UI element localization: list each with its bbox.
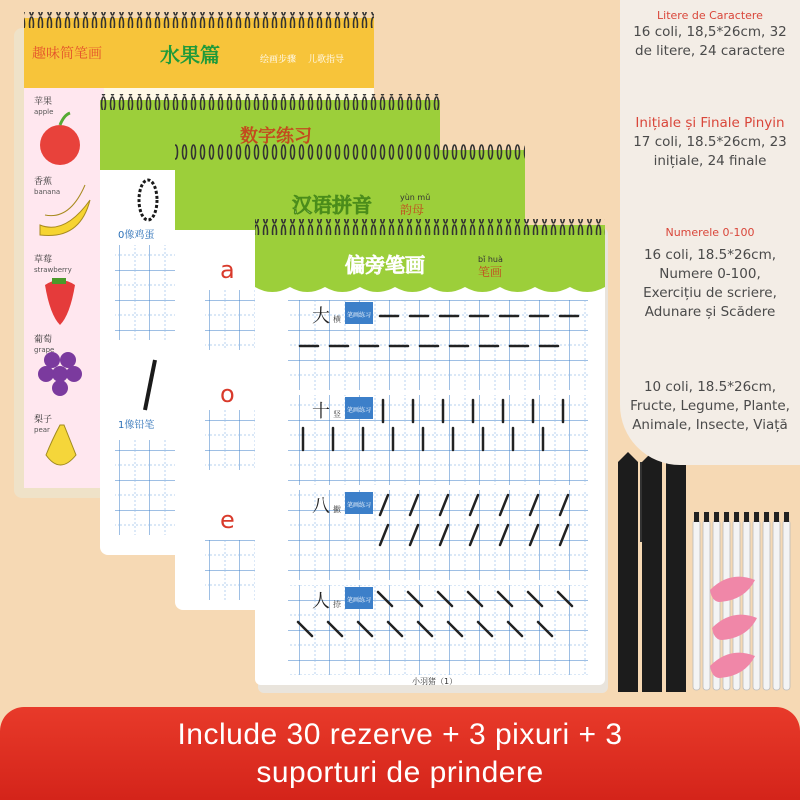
stroke-practice-label: 笔画练习 bbox=[347, 502, 372, 509]
pen bbox=[618, 452, 643, 692]
stroke-label: 捺 bbox=[333, 600, 341, 609]
pinyin-letter: a bbox=[220, 256, 235, 284]
pinyin-book-title: 汉语拼音 bbox=[292, 193, 372, 217]
fruit-item-cn: 葡萄 bbox=[34, 335, 53, 345]
fruit-book-title: 水果篇 bbox=[160, 43, 220, 67]
pen bbox=[642, 452, 662, 692]
fruit-item-cn: 梨子 bbox=[34, 415, 53, 425]
stroke-char: 十 bbox=[312, 401, 330, 422]
pinyin-letter: o bbox=[220, 380, 235, 408]
stroke-label: 竖 bbox=[333, 410, 341, 419]
info-desc: 17 coli, 18.5*26cm, 23 inițiale, 24 finale bbox=[633, 134, 787, 169]
pen bbox=[666, 452, 686, 692]
info-desc: 16 coli, 18.5*26cm, Numere 0-100, Exercițiu de scriere, Adunare și Scădere bbox=[643, 247, 777, 320]
banner-line: Include 30 rezerve + 3 pixuri + 3 bbox=[177, 717, 623, 751]
number-book-title: 数字练习 bbox=[240, 126, 312, 147]
pens bbox=[618, 452, 686, 692]
fruit-item-en: banana bbox=[34, 188, 61, 196]
info-letters bbox=[628, 8, 792, 61]
fruit-book-tag: 绘画步骤 bbox=[260, 55, 297, 65]
stroke-label: 撇 bbox=[333, 505, 341, 514]
stroke-practice-book bbox=[255, 219, 608, 693]
pinyin-book-pinyin: yùn mǔ bbox=[400, 193, 431, 202]
stroke-char: 八 bbox=[312, 496, 330, 517]
stroke-book-footer: 小羽猪（1） bbox=[412, 677, 458, 686]
info-desc: 10 coli, 18.5*26cm, Fructe, Legume, Plante, Animale, Insecte, Viață bbox=[630, 379, 790, 433]
info-title: Inițiale și Finale Pinyin bbox=[635, 115, 785, 131]
fruit-item-cn: 苹果 bbox=[34, 97, 53, 107]
fruit-item-cn: 香蕉 bbox=[34, 177, 53, 187]
info-numbers bbox=[628, 225, 792, 322]
fruit-item-en: apple bbox=[34, 108, 54, 116]
stroke-char: 大 bbox=[312, 306, 330, 327]
stroke-practice-label: 笔画练习 bbox=[347, 407, 372, 414]
fruit-item-cn: 草莓 bbox=[34, 255, 53, 265]
info-panel bbox=[620, 0, 800, 465]
pinyin-book-sub: 韵母 bbox=[400, 203, 425, 217]
stroke-book-sub: 笔画 bbox=[478, 265, 503, 279]
pinyin-letter: e bbox=[220, 506, 235, 534]
stroke-book-title: 偏旁笔画 bbox=[345, 253, 425, 277]
fruit-book-tag: 儿歌指导 bbox=[308, 55, 345, 65]
stroke-char: 人 bbox=[312, 591, 330, 612]
stroke-book-pinyin: bǐ huà bbox=[478, 255, 503, 264]
fruit-item-en: grape bbox=[34, 346, 55, 354]
stroke-label: 横 bbox=[333, 315, 341, 324]
fruit-item-en: pear bbox=[34, 426, 50, 434]
stroke-practice-label: 笔画练习 bbox=[347, 312, 372, 319]
number-hint: 1像铅笔 bbox=[118, 420, 155, 431]
info-title: Numerele 0-100 bbox=[665, 226, 755, 239]
info-title: Litere de Caractere bbox=[657, 9, 763, 22]
fruit-book-header: 趣味简笔画 bbox=[32, 46, 102, 62]
fruit-item-en: strawberry bbox=[34, 266, 72, 274]
banner-line: suporturi de prindere bbox=[256, 755, 544, 789]
promo-banner bbox=[0, 707, 800, 800]
info-drawing bbox=[628, 378, 792, 435]
info-desc: 16 coli, 18,5*26cm, 32 de litere, 24 caractere bbox=[633, 24, 787, 59]
info-pinyin bbox=[628, 113, 792, 171]
stroke-practice-label: 笔画练习 bbox=[347, 597, 372, 604]
number-hint: 0像鸡蛋 bbox=[118, 230, 155, 241]
